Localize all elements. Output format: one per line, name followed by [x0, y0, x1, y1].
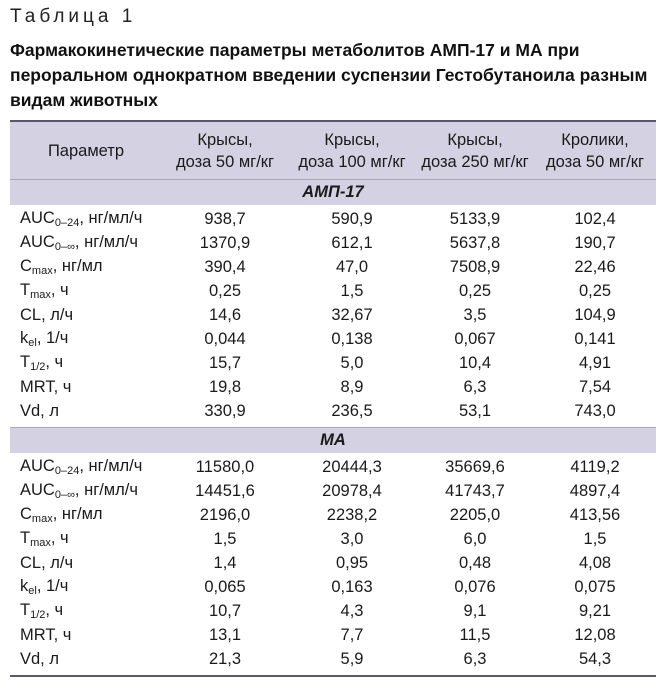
- value-cell: 35669,6: [445, 457, 505, 476]
- param-name: AUC: [20, 209, 55, 227]
- value-cell: 9,21: [578, 601, 612, 620]
- value-cell: 330,9: [204, 401, 246, 420]
- param-cell: [10, 577, 162, 597]
- value-cell: 5133,9: [449, 209, 501, 228]
- value-cell: 7508,9: [449, 257, 501, 276]
- table-row: [10, 303, 656, 327]
- param-unit: , ч: [45, 601, 64, 619]
- value-cell: 21,3: [208, 649, 242, 668]
- section-header: АМП-17: [10, 179, 656, 205]
- value-cell: 41743,7: [445, 481, 505, 500]
- value-cell: 14451,6: [195, 481, 255, 500]
- value-cell: 0,067: [454, 329, 496, 348]
- header-col-2: Крысы, доза 100 мг/кг: [298, 130, 406, 171]
- param-name: k: [20, 577, 29, 595]
- value-cell: 19,8: [208, 377, 242, 396]
- param-unit: , ч: [50, 529, 69, 547]
- value-cell: 53,1: [458, 401, 492, 420]
- value-cell: 11,5: [459, 625, 491, 644]
- param-name: T: [20, 529, 31, 547]
- param-cell: [10, 329, 162, 349]
- param-unit: , нг/мл: [52, 257, 103, 275]
- value-cell: 236,5: [331, 401, 373, 420]
- param-unit: , 1/ч: [36, 577, 69, 595]
- param-name: T: [20, 281, 31, 299]
- value-cell: 1,4: [213, 553, 237, 572]
- param-cell: [10, 626, 162, 645]
- value-cell: 5,0: [340, 353, 364, 372]
- table-row: [10, 527, 656, 551]
- param-name: AUC: [20, 481, 55, 499]
- value-cell: 32,67: [331, 305, 373, 324]
- param-subscript: max: [31, 513, 53, 525]
- param-cell: [10, 209, 162, 229]
- param-cell: [10, 554, 162, 573]
- value-cell: 4,08: [578, 553, 612, 572]
- param-name: MRT, ч: [20, 377, 72, 396]
- value-cell: 14,6: [208, 305, 242, 324]
- value-cell: 20978,4: [322, 481, 382, 500]
- value-cell: 3,5: [463, 305, 487, 324]
- param-cell: [10, 529, 162, 549]
- value-cell: 590,9: [331, 209, 373, 228]
- value-cell: 47,0: [335, 257, 369, 276]
- param-name: Vd, л: [20, 649, 59, 668]
- param-cell: [10, 306, 162, 325]
- param-name: MRT, ч: [20, 625, 72, 644]
- param-cell: [10, 257, 162, 277]
- param-name: T: [20, 601, 31, 619]
- value-cell: 7,7: [340, 625, 364, 644]
- param-unit: , нг/мл/ч: [79, 457, 143, 475]
- value-cell: 0,138: [331, 329, 373, 348]
- value-cell: 0,48: [458, 553, 492, 572]
- param-cell: [10, 601, 162, 621]
- value-cell: 4,3: [340, 601, 364, 620]
- param-cell: [10, 281, 162, 301]
- value-cell: 4897,4: [569, 481, 621, 500]
- param-cell: [10, 378, 162, 397]
- param-name: CL, л/ч: [20, 305, 74, 324]
- param-cell: [10, 233, 162, 253]
- value-cell: 54,3: [578, 649, 612, 668]
- param-subscript: el: [28, 585, 37, 597]
- value-cell: 390,4: [204, 257, 246, 276]
- header-col-4: Кролики, доза 50 мг/кг: [545, 130, 645, 171]
- table-row: [10, 255, 656, 279]
- value-cell: 0,076: [454, 577, 496, 596]
- param-cell: [10, 481, 162, 501]
- table-row: [10, 455, 656, 479]
- table-row: [10, 647, 656, 671]
- section-header: МА: [10, 427, 656, 453]
- param-name: AUC: [20, 457, 55, 475]
- value-cell: 0,95: [335, 553, 369, 572]
- param-subscript: 1/2: [30, 609, 46, 621]
- value-cell: 0,065: [204, 577, 246, 596]
- table-row: [10, 575, 656, 599]
- table-row: [10, 207, 656, 231]
- table-row: [10, 599, 656, 623]
- value-cell: 7,54: [578, 377, 612, 396]
- header-param: Параметр: [47, 141, 125, 160]
- param-cell: [10, 353, 162, 373]
- table-row: [10, 623, 656, 647]
- table-row: [10, 503, 656, 527]
- value-cell: 22,46: [574, 257, 616, 276]
- value-cell: 20444,3: [322, 457, 382, 476]
- value-cell: 413,56: [569, 505, 621, 524]
- section-rows: [10, 453, 656, 675]
- value-cell: 190,7: [574, 233, 616, 252]
- value-cell: 6,0: [463, 529, 487, 548]
- value-cell: 2196,0: [199, 505, 251, 524]
- value-cell: 5637,8: [449, 233, 501, 252]
- param-cell: [10, 505, 162, 525]
- param-name: CL, л/ч: [20, 553, 74, 572]
- value-cell: 6,3: [463, 377, 487, 396]
- value-cell: 0,141: [574, 329, 616, 348]
- value-cell: 0,25: [578, 281, 612, 300]
- table-row: [10, 279, 656, 303]
- value-cell: 8,9: [340, 377, 364, 396]
- value-cell: 2205,0: [449, 505, 501, 524]
- value-cell: 743,0: [574, 401, 616, 420]
- value-cell: 3,0: [340, 529, 364, 548]
- value-cell: 10,4: [458, 353, 492, 372]
- section-rows: [10, 205, 656, 427]
- param-unit: , ч: [45, 353, 64, 371]
- value-cell: 0,044: [204, 329, 246, 348]
- table-row: [10, 399, 656, 423]
- value-cell: 104,9: [574, 305, 616, 324]
- value-cell: 5,9: [340, 649, 364, 668]
- value-cell: 612,1: [331, 233, 373, 252]
- param-unit: , нг/мл: [52, 505, 103, 523]
- value-cell: 9,1: [463, 601, 487, 620]
- table-bottom-rule: [10, 675, 656, 677]
- value-cell: 1370,9: [199, 233, 251, 252]
- table-row: [10, 327, 656, 351]
- table-caption: Таблица 1: [10, 6, 137, 27]
- value-cell: 1,5: [583, 529, 607, 548]
- param-subscript: max: [30, 537, 51, 549]
- value-cell: 4119,2: [570, 457, 620, 476]
- param-name: Vd, л: [20, 401, 59, 420]
- param-unit: , 1/ч: [36, 329, 69, 347]
- value-cell: 11580,0: [195, 457, 255, 476]
- param-subscript: 0–24: [54, 465, 80, 477]
- header-col-1: Крысы, доза 50 мг/кг: [175, 130, 275, 171]
- param-subscript: max: [30, 289, 51, 301]
- value-cell: 0,25: [208, 281, 242, 300]
- table-row: [10, 351, 656, 375]
- param-unit: , нг/мл/ч: [79, 209, 143, 227]
- table-row: [10, 375, 656, 399]
- param-name: k: [20, 329, 29, 347]
- value-cell: 0,163: [331, 577, 373, 596]
- param-subscript: max: [31, 265, 53, 277]
- param-name: C: [20, 505, 32, 523]
- table-title: Фармакокинетические параметры метаболитов АМП-17 и МА при пероральном однократном введении суспензии Гестобутаноила разным видам животных: [10, 40, 648, 110]
- value-cell: 0,25: [458, 281, 492, 300]
- param-cell: [10, 650, 162, 669]
- value-cell: 12,08: [574, 625, 616, 644]
- param-unit: , ч: [50, 281, 69, 299]
- param-unit: , нг/мл/ч: [74, 233, 138, 251]
- value-cell: 102,4: [574, 209, 616, 228]
- param-subscript: 0–∞: [54, 241, 75, 253]
- value-cell: 15,7: [208, 353, 242, 372]
- value-cell: 13,1: [208, 625, 242, 644]
- param-unit: , нг/мл/ч: [74, 481, 138, 499]
- value-cell: 2238,2: [326, 505, 378, 524]
- table-row: [10, 551, 656, 575]
- table-body: [10, 179, 656, 675]
- value-cell: 4,91: [578, 353, 612, 372]
- value-cell: 1,5: [340, 281, 364, 300]
- table-header: [10, 122, 656, 179]
- param-subscript: 0–24: [54, 217, 80, 229]
- table-row: [10, 231, 656, 255]
- param-subscript: 0–∞: [54, 489, 75, 501]
- value-cell: 938,7: [204, 209, 246, 228]
- param-subscript: 1/2: [30, 361, 46, 373]
- pk-table: [10, 120, 656, 677]
- value-cell: 6,3: [463, 649, 487, 668]
- param-cell: [10, 457, 162, 477]
- value-cell: 0,075: [574, 577, 616, 596]
- param-name: AUC: [20, 233, 55, 251]
- header-col-3: Крысы, доза 250 мг/кг: [421, 130, 529, 171]
- param-subscript: el: [28, 337, 37, 349]
- param-name: C: [20, 257, 32, 275]
- param-name: T: [20, 353, 31, 371]
- param-cell: [10, 402, 162, 421]
- value-cell: 10,7: [208, 601, 242, 620]
- table-row: [10, 479, 656, 503]
- value-cell: 1,5: [213, 529, 237, 548]
